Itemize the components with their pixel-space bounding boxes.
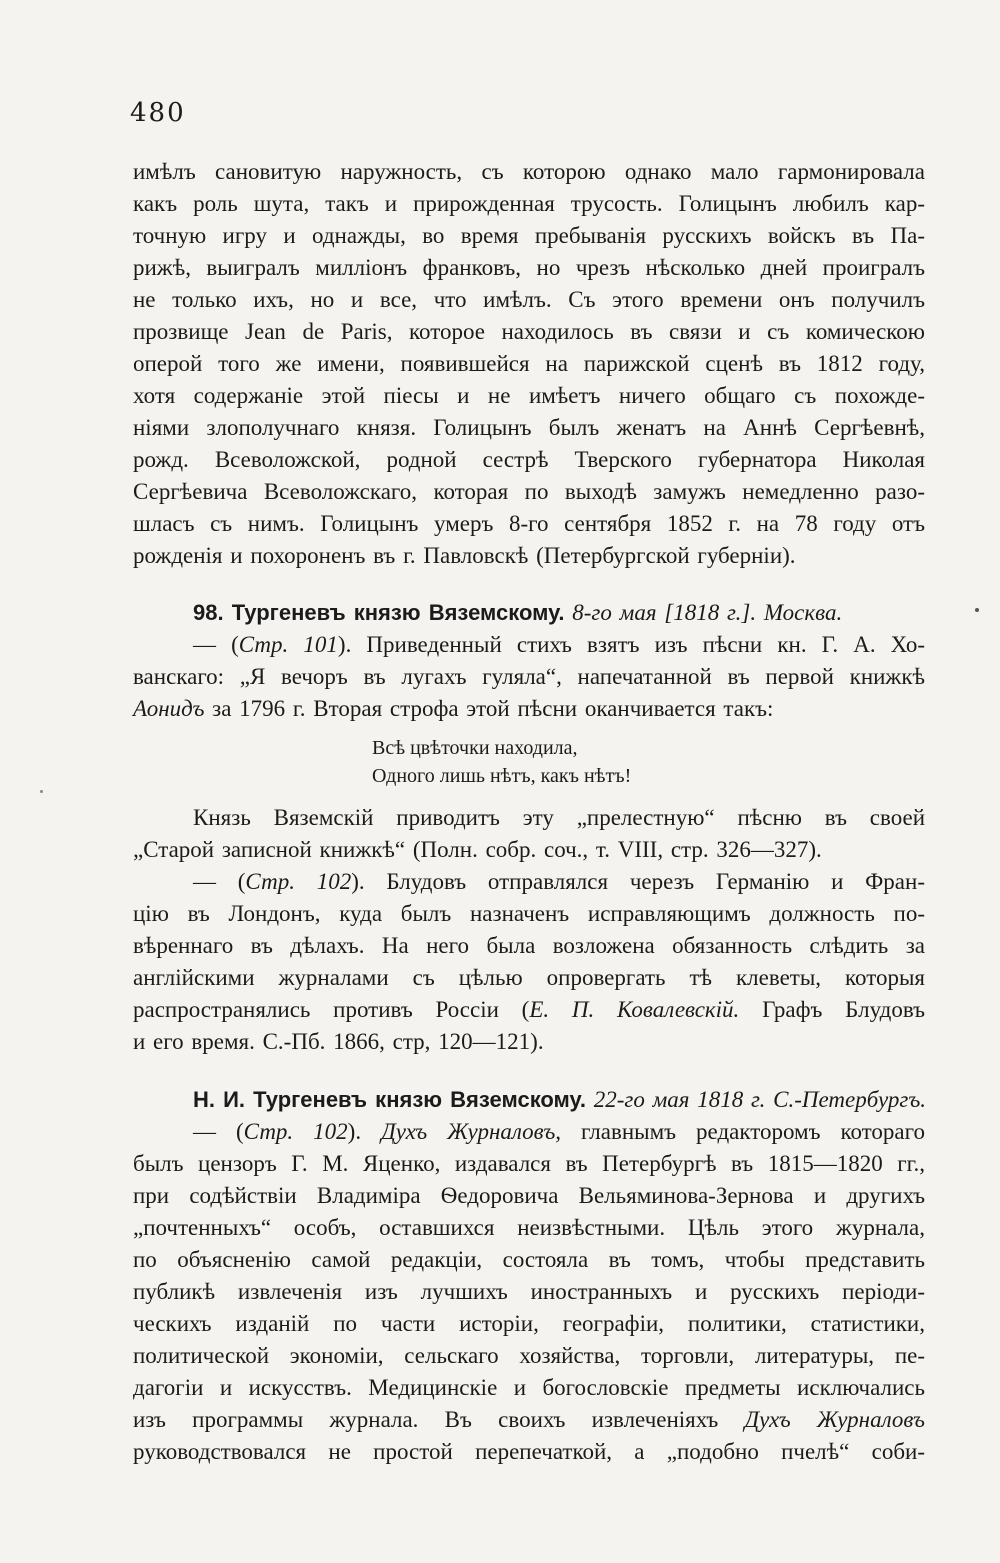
- text-line: дагогіи и искусствъ. Медицинскіе и богословскіе предметы исключались: [133, 1375, 925, 1400]
- section-98-ref2: [193, 867, 925, 897]
- page-ref: Стр. 102: [243, 1119, 348, 1144]
- journal-title: Духъ Журналовъ,: [381, 1119, 562, 1144]
- section-ni-ref: [193, 1117, 925, 1147]
- text-span: ).: [347, 1119, 382, 1144]
- text-line: [133, 694, 925, 724]
- verse-line: Всѣ цвѣточки находила,: [372, 737, 578, 759]
- dash: — (: [193, 632, 239, 657]
- text-line: [133, 1405, 925, 1435]
- journal-title: Аонидъ: [133, 696, 205, 721]
- text-line: ческихъ изданій по части исторіи, географіи, политики, статистики,: [133, 1311, 925, 1336]
- dash: — (: [193, 1119, 244, 1144]
- section-98-date: 8-го мая [1818 г.]. Москва.: [572, 600, 843, 625]
- text-line: рожд. Всеволожской, родной сестрѣ Тверского губернатора Николая: [133, 447, 925, 472]
- text-span: распространялись противъ Россіи (: [133, 997, 530, 1022]
- text-line: ванскаго: „Я вечоръ въ лугахъ гуляла“, напечатанной въ первой книжкѣ: [133, 664, 925, 689]
- text-line: оперой того же имени, появившейся на парижской сценѣ въ 1812 году,: [133, 351, 925, 376]
- section-ni-heading: Н. И. Тургеневъ князю Вяземскому.: [193, 1087, 586, 1112]
- scan-speck: [975, 608, 979, 612]
- text-line: вѣреннаго въ дѣлахъ. На него была возложена обязанность слѣдить за: [133, 933, 925, 958]
- text-line: и его время. С.-Пб. 1866, стр, 120—121).: [133, 1029, 544, 1054]
- page-ref: Стр. 101: [238, 632, 338, 657]
- journal-title: Духъ Журналовъ: [744, 1407, 925, 1432]
- text-line: какъ роль шута, такъ и прирожденная трусость. Голицынъ любилъ кар-: [133, 191, 925, 216]
- text-line: точную игру и однажды, во время пребыванія русскихъ войскъ въ Па-: [133, 223, 925, 248]
- section-98-heading: 98. Тургеневъ князю Вяземскому.: [193, 600, 565, 625]
- text-line: прозвище Jean de Paris, которое находилось въ связи и съ комическою: [133, 319, 925, 344]
- text-span: изъ программы журнала. Въ своихъ извлеченіяхъ: [133, 1407, 745, 1432]
- ref-text: ). Приведенный стихъ взятъ изъ пѣсни кн. Г. А. Хо-: [337, 632, 925, 657]
- dash: — (: [193, 869, 246, 894]
- text-line: цію въ Лондонъ, куда былъ назначенъ исправляющимъ должность по-: [133, 901, 925, 926]
- text-line: руководствовался не простой перепечаткой, а „подобно пчелѣ“ соби-: [133, 1439, 925, 1464]
- text-line: „почтенныхъ“ особъ, оставшихся неизвѣстными. Цѣль этого журнала,: [133, 1215, 925, 1240]
- text-line: рижѣ, выигралъ милліонъ франковъ, но чрезъ нѣсколько дней проигралъ: [133, 255, 925, 280]
- text-line: шласъ съ нимъ. Голицынъ умеръ 8-го сентября 1852 г. на 78 году отъ: [133, 511, 925, 536]
- scan-speck: [40, 790, 43, 793]
- text-line: Князь Вяземскій приводитъ эту „прелестную“ пѣсню въ своей: [193, 805, 925, 830]
- text-line: рожденія и похороненъ въ г. Павловскѣ (Петербургской губерніи).: [133, 543, 796, 568]
- text-line: политической экономіи, сельскаго хозяйства, торговли, литературы, пе-: [133, 1343, 925, 1368]
- text-line: ніями злополучнаго князя. Голицынъ былъ женатъ на Аннѣ Сергѣевнѣ,: [133, 415, 925, 440]
- text-line: не только ихъ, но и все, что имѣлъ. Съ этого времени онъ получилъ: [133, 287, 925, 312]
- section-98-ref1: [193, 630, 925, 660]
- text-span: главнымъ редакторомъ котораго: [561, 1119, 925, 1144]
- page-ref: Стр. 102: [245, 869, 352, 894]
- page-number: 480: [130, 98, 186, 128]
- text-line: англійскими журналами съ цѣлью опровергать тѣ клеветы, которыя: [133, 965, 925, 990]
- section-ni-date: 22-го мая 1818 г. С.-Петербургъ.: [593, 1087, 927, 1112]
- text-span: за 1796 г. Вторая строфа этой пѣсни оканчивается такъ:: [204, 696, 774, 721]
- text-line: имѣлъ сановитую наружность, съ которою однако мало гармонировала: [133, 159, 925, 184]
- text-line: публикѣ извлеченія изъ лучшихъ иностранныхъ и русскихъ періоди-: [133, 1279, 925, 1304]
- text-line: при содѣйствіи Владиміра Ѳедоровича Вельяминова-Зернова и другихъ: [133, 1183, 925, 1208]
- text-line: „Старой записной книжкѣ“ (Полн. собр. соч., т. VIII, стр. 326—327).: [133, 837, 822, 862]
- section-98-heading-line: [193, 598, 893, 628]
- text-span: Графъ Блудовъ: [739, 997, 925, 1022]
- section-ni-heading-line: [193, 1085, 925, 1115]
- ref-text: ). Блудовъ отправлялся черезъ Германію и Фран-: [351, 869, 925, 894]
- text-line: былъ цензоръ Г. М. Яценко, издавался въ Петербургѣ въ 1815—1820 гг.,: [133, 1151, 925, 1176]
- text-line: по объясненію самой редакціи, состояла въ томъ, чтобы представить: [133, 1247, 925, 1272]
- text-line: [133, 995, 925, 1025]
- citation-author: Е. П. Ковалевскій.: [529, 997, 740, 1022]
- text-line: Сергѣевича Всеволожскаго, которая по выходѣ замужъ немедленно разо-: [133, 479, 925, 504]
- verse-line: Одного лишь нѣтъ, какъ нѣтъ!: [372, 765, 632, 787]
- text-line: хотя содержаніе этой піесы и не имѣетъ ничего общаго съ похожде-: [133, 383, 925, 408]
